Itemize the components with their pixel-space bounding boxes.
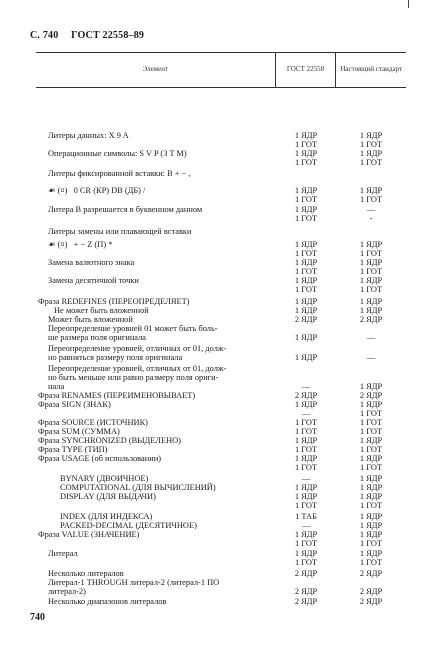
gost-value: — bbox=[301, 408, 311, 418]
element-text-line: Замена валютного знака bbox=[48, 258, 135, 267]
gost-value: 1 ГОТ bbox=[294, 418, 318, 427]
element-text-line: INDEX (ДЛЯ ИНДЕКСА) bbox=[60, 512, 153, 521]
element-cell bbox=[36, 345, 276, 363]
standard-value: 1 ГОТ bbox=[359, 418, 383, 427]
element-cell bbox=[36, 150, 276, 168]
element-text-line: нала bbox=[48, 381, 65, 391]
element-cell bbox=[36, 579, 276, 597]
standard-value: 1 ЯДР bbox=[359, 240, 383, 249]
standard-cell bbox=[336, 345, 406, 363]
element-text-line: PACKED-DECIMAL (ДЕСЯТИЧНОЕ) bbox=[60, 521, 197, 530]
standard-value: — bbox=[366, 332, 376, 342]
table-row bbox=[36, 579, 406, 597]
standard-value: 1 ЯДР bbox=[359, 454, 383, 463]
standard-title: ГОСТ 22558–89 bbox=[71, 30, 145, 41]
standard-value: 2 ЯДР bbox=[359, 597, 383, 606]
table-row bbox=[36, 325, 406, 343]
standard-value: 1 ЯДР bbox=[359, 149, 383, 158]
element-text-line: COMPUTATIONAL (ДЛЯ ВЫЧИСЛЕНИЙ) bbox=[60, 483, 216, 492]
element-cell bbox=[36, 206, 276, 224]
element-text-line: Замена десятичной точки bbox=[48, 276, 139, 285]
element-cell bbox=[36, 401, 276, 419]
standard-value: 1 ГОТ bbox=[359, 194, 383, 204]
element-text-line: Фраза USAGE (об использовании) bbox=[38, 454, 161, 463]
element-text-line: но равняться размеру поля оригинала bbox=[48, 352, 183, 362]
gost-value: 1 ЯДР bbox=[294, 332, 318, 342]
gost-value: 2 ЯДР bbox=[294, 597, 318, 606]
table-row bbox=[36, 550, 406, 568]
gost-cell bbox=[276, 241, 336, 259]
standard-value: 1 ЯДР bbox=[359, 381, 383, 391]
element-cell bbox=[36, 277, 276, 295]
table-row bbox=[36, 150, 406, 168]
standard-cell bbox=[336, 550, 406, 568]
element-text-line: ☙ (¤) + − Z (П) * bbox=[48, 240, 113, 249]
element-text-line: Может быть вложенной bbox=[48, 315, 133, 324]
element-cell bbox=[36, 170, 276, 179]
table-row bbox=[36, 241, 406, 259]
table-row bbox=[36, 598, 406, 607]
gost-value: 1 ГОТ bbox=[294, 194, 318, 204]
standard-value: - bbox=[369, 213, 373, 223]
table-row bbox=[36, 345, 406, 363]
gost-cell bbox=[276, 365, 336, 392]
element-cell bbox=[36, 187, 276, 205]
gost-value: 1 ГОТ bbox=[294, 462, 318, 472]
column-header-standard: Настоящий стандарт bbox=[335, 53, 406, 87]
element-text-line: но быть меньше или равно размеру поля ориги- bbox=[48, 372, 219, 382]
standard-value: 2 ЯДР bbox=[359, 315, 383, 324]
element-text-line: литерал-2) bbox=[48, 586, 86, 596]
gost-cell bbox=[276, 579, 336, 597]
element-cell bbox=[36, 228, 276, 237]
standard-value: 1 ГОТ bbox=[359, 408, 383, 418]
standard-cell bbox=[336, 132, 406, 150]
table-row bbox=[36, 170, 406, 179]
gost-cell bbox=[276, 345, 336, 363]
gost-value: 1 ЯДР bbox=[294, 492, 318, 501]
gost-value: 1 ГОТ bbox=[294, 538, 318, 548]
element-cell bbox=[36, 132, 276, 150]
element-cell bbox=[36, 241, 276, 259]
gost-value: 1 ЯДР bbox=[294, 352, 318, 362]
table-row bbox=[36, 401, 406, 419]
gost-value: 1 ЯДР bbox=[294, 258, 318, 267]
gost-value: 1 ЯДР bbox=[294, 549, 318, 558]
standard-value: 1 ЯДР bbox=[359, 131, 383, 140]
gost-value: 1 ГОТ bbox=[294, 139, 318, 149]
gost-value: 1 ТАБ bbox=[295, 512, 317, 521]
gost-value: 2 ЯДР bbox=[294, 569, 318, 578]
gost-value: 1 ЯДР bbox=[294, 483, 318, 492]
element-text-line: Фраза RENAMES (ПЕРЕИМЕНОВЫВАЕТ) bbox=[38, 391, 196, 400]
gost-value: 1 ЯДР bbox=[294, 436, 318, 445]
standard-cell bbox=[336, 579, 406, 597]
element-text-line: Операционные символы: S V P (3 T M) bbox=[48, 149, 187, 158]
gost-cell bbox=[276, 531, 336, 549]
standard-value: 1 ГОТ bbox=[359, 445, 383, 454]
gost-cell bbox=[276, 277, 336, 295]
element-text-line: Фраза VALUE (ЗНАЧЕНИЕ) bbox=[38, 530, 140, 539]
standard-value: 1 ЯДР bbox=[359, 530, 383, 539]
gost-value: 1 ЯДР bbox=[294, 131, 318, 140]
table-row bbox=[36, 206, 406, 224]
element-text-line: Фраза SOURCE (ИСТОЧНИК) bbox=[38, 418, 148, 427]
element-cell bbox=[36, 598, 276, 607]
standard-value: 1 ЯДР bbox=[359, 297, 383, 306]
standard-cell bbox=[336, 493, 406, 511]
gost-cell bbox=[276, 206, 336, 224]
running-header bbox=[30, 30, 154, 41]
standard-value: 1 ГОТ bbox=[359, 538, 383, 548]
gost-value: 2 ЯДР bbox=[294, 586, 318, 596]
table-row bbox=[36, 365, 406, 392]
gost-cell bbox=[276, 493, 336, 511]
gost-value: 2 ЯДР bbox=[294, 315, 318, 324]
standard-value: — bbox=[366, 205, 376, 214]
standard-value: 1 ЯДР bbox=[359, 258, 383, 267]
gost-value: 1 ЯДР bbox=[294, 297, 318, 306]
standard-value bbox=[336, 365, 406, 374]
table-row bbox=[36, 531, 406, 549]
standard-value: 1 ГОТ bbox=[359, 427, 383, 436]
gost-cell bbox=[276, 550, 336, 568]
standard-cell bbox=[336, 206, 406, 224]
standard-value: 1 ГОТ bbox=[359, 557, 383, 567]
gost-cell bbox=[276, 259, 336, 277]
standard-value: 1 ЯДР bbox=[359, 549, 383, 558]
gost-cell bbox=[276, 325, 336, 343]
standard-value: 1 ЯДР bbox=[359, 276, 383, 285]
table-row bbox=[36, 228, 406, 237]
standard-cell bbox=[336, 325, 406, 343]
edge-tick-mark bbox=[408, 0, 409, 8]
standard-value: 1 ЯДР bbox=[359, 521, 383, 530]
element-text-line: Литеры фиксированной вставки: B + − , bbox=[48, 169, 191, 178]
element-text-line: Литеры данных: X 9 A bbox=[48, 131, 129, 140]
standard-cell bbox=[336, 598, 406, 607]
standard-value: 1 ЯДР bbox=[359, 400, 383, 409]
gost-value: — bbox=[301, 474, 311, 483]
gost-cell bbox=[276, 598, 336, 607]
table-row bbox=[36, 277, 406, 295]
gost-value: 1 ЯДР bbox=[294, 530, 318, 539]
element-text-line: Литерал-1 THROUGH литерал-2 (литерал-1 ПО bbox=[48, 578, 220, 587]
standard-cell bbox=[336, 241, 406, 259]
standard-cell bbox=[336, 170, 406, 179]
element-text-line: Литерал bbox=[48, 549, 78, 558]
element-cell bbox=[36, 365, 276, 392]
element-text-line: ☙ (¤) 0 CR (КР) DB (ДБ) / bbox=[48, 186, 146, 195]
element-text-line: Несколько литералов bbox=[48, 569, 124, 578]
gost-value: 1 ЯДР bbox=[294, 400, 318, 409]
gost-value: 1 ГОТ bbox=[294, 557, 318, 567]
standard-value: 1 ГОТ bbox=[359, 139, 383, 149]
standard-value: 1 ЯДР bbox=[359, 186, 383, 195]
standard-value: 1 ЯДР bbox=[359, 492, 383, 501]
standard-value: 1 ГОТ bbox=[359, 157, 383, 167]
standard-value: 1 ЯДР bbox=[359, 474, 383, 483]
table-row bbox=[36, 493, 406, 511]
gost-cell bbox=[276, 228, 336, 237]
standard-value: 1 ЯДР bbox=[359, 483, 383, 492]
standard-cell bbox=[336, 316, 406, 325]
element-text-line: Фраза SYNCHRONIZED (ВЫДЕЛЕНО) bbox=[38, 436, 181, 445]
standard-value: 2 ЯДР bbox=[359, 586, 383, 596]
standard-value: 1 ГОТ bbox=[359, 284, 383, 294]
gost-value: 1 ЯДР bbox=[294, 205, 318, 214]
gost-cell bbox=[276, 401, 336, 419]
column-header-element: Элемент bbox=[142, 65, 169, 74]
standard-value: 2 ЯДР bbox=[359, 569, 383, 578]
standard-value: 1 ГОТ bbox=[359, 500, 383, 510]
element-cell bbox=[36, 493, 276, 511]
gost-value: 2 ЯДР bbox=[294, 391, 318, 400]
column-header-gost: ГОСТ 22558 bbox=[275, 53, 336, 87]
gost-value: 1 ГОТ bbox=[294, 284, 318, 294]
gost-value bbox=[276, 365, 336, 374]
element-cell bbox=[36, 455, 276, 473]
standard-value: 1 ЯДР bbox=[359, 306, 383, 315]
gost-value: 1 ЯДР bbox=[294, 240, 318, 249]
gost-value: 1 ЯДР bbox=[294, 276, 318, 285]
gost-value: 1 ЯДР bbox=[294, 149, 318, 158]
element-text-line: Не может быть вложенной bbox=[54, 306, 149, 315]
standard-cell bbox=[336, 259, 406, 277]
page-label: С. 740 bbox=[30, 30, 59, 41]
standard-cell bbox=[336, 150, 406, 168]
element-text-line: Фраза REDEFINES (ПЕРЕОПРЕДЕЛЯЕТ) bbox=[38, 297, 190, 306]
element-text-line: Фраза TYPE (ТИП) bbox=[38, 445, 108, 454]
gost-value: 1 ГОТ bbox=[294, 248, 318, 258]
element-cell bbox=[36, 259, 276, 277]
gost-value: 1 ЯДР bbox=[294, 454, 318, 463]
element-cell bbox=[36, 550, 276, 568]
gost-cell bbox=[276, 132, 336, 150]
element-text-line: Фраза SIGN (ЗНАК) bbox=[38, 400, 111, 409]
gost-value: — bbox=[301, 381, 311, 391]
gost-cell bbox=[276, 170, 336, 179]
gost-value: 1 ГОТ bbox=[294, 445, 318, 454]
standard-value: 2 ЯДР bbox=[359, 391, 383, 400]
element-text-line: DISPLAY (ДЛЯ ВЫДАЧИ) bbox=[60, 492, 156, 501]
gost-value: 1 ГОТ bbox=[294, 266, 318, 276]
standard-cell bbox=[336, 277, 406, 295]
table-row bbox=[36, 187, 406, 205]
standard-cell bbox=[336, 365, 406, 392]
element-text-line: ше размера поля оригинала bbox=[48, 332, 146, 342]
standard-cell bbox=[336, 531, 406, 549]
gost-value: 1 ГОТ bbox=[294, 213, 318, 223]
standard-value: 1 ГОТ bbox=[359, 248, 383, 258]
elements-table bbox=[36, 52, 406, 606]
page-number: 740 bbox=[30, 612, 45, 623]
gost-value: 1 ГОТ bbox=[294, 500, 318, 510]
standard-cell bbox=[336, 455, 406, 473]
element-text-line: Литеры замены или плавающей вставки bbox=[48, 227, 192, 236]
standard-cell bbox=[336, 401, 406, 419]
element-text-line: Фраза SUM (СУММА) bbox=[38, 427, 120, 436]
element-text-line: Несколько диапазонов литералов bbox=[48, 597, 167, 606]
gost-cell bbox=[276, 316, 336, 325]
gost-value: 1 ГОТ bbox=[294, 427, 318, 436]
gost-cell bbox=[276, 187, 336, 205]
table-row bbox=[36, 259, 406, 277]
table-header bbox=[36, 52, 406, 88]
element-cell bbox=[36, 531, 276, 549]
element-text-line: Переопределение уровней 01 может быть боль- bbox=[48, 324, 218, 333]
standard-cell bbox=[336, 187, 406, 205]
standard-cell bbox=[336, 228, 406, 237]
standard-cell bbox=[336, 570, 406, 579]
table-row bbox=[36, 455, 406, 473]
standard-value: 1 ГОТ bbox=[359, 266, 383, 276]
gost-cell bbox=[276, 150, 336, 168]
gost-value: 1 ЯДР bbox=[294, 186, 318, 195]
element-text-line: Переопределение уровней, отличных от 01, долж- bbox=[48, 344, 227, 353]
element-text-line: Переопределение уровней, отличных от 01, долж- bbox=[48, 364, 227, 373]
standard-value: 1 ЯДР bbox=[359, 436, 383, 445]
gost-value: 1 ЯДР bbox=[294, 306, 318, 315]
gost-cell bbox=[276, 570, 336, 579]
gost-cell bbox=[276, 455, 336, 473]
element-text-line: BYNARY (ДВОИЧНОЕ) bbox=[60, 474, 149, 483]
gost-value: 1 ГОТ bbox=[294, 157, 318, 167]
standard-value: 1 ЯДР bbox=[359, 512, 383, 521]
gost-value: — bbox=[301, 521, 311, 530]
table-row bbox=[36, 132, 406, 150]
standard-value: 1 ГОТ bbox=[359, 462, 383, 472]
element-cell bbox=[36, 325, 276, 343]
element-text-line: Литера B разрешается в буквенном данном bbox=[48, 205, 203, 214]
standard-value: — bbox=[366, 352, 376, 362]
